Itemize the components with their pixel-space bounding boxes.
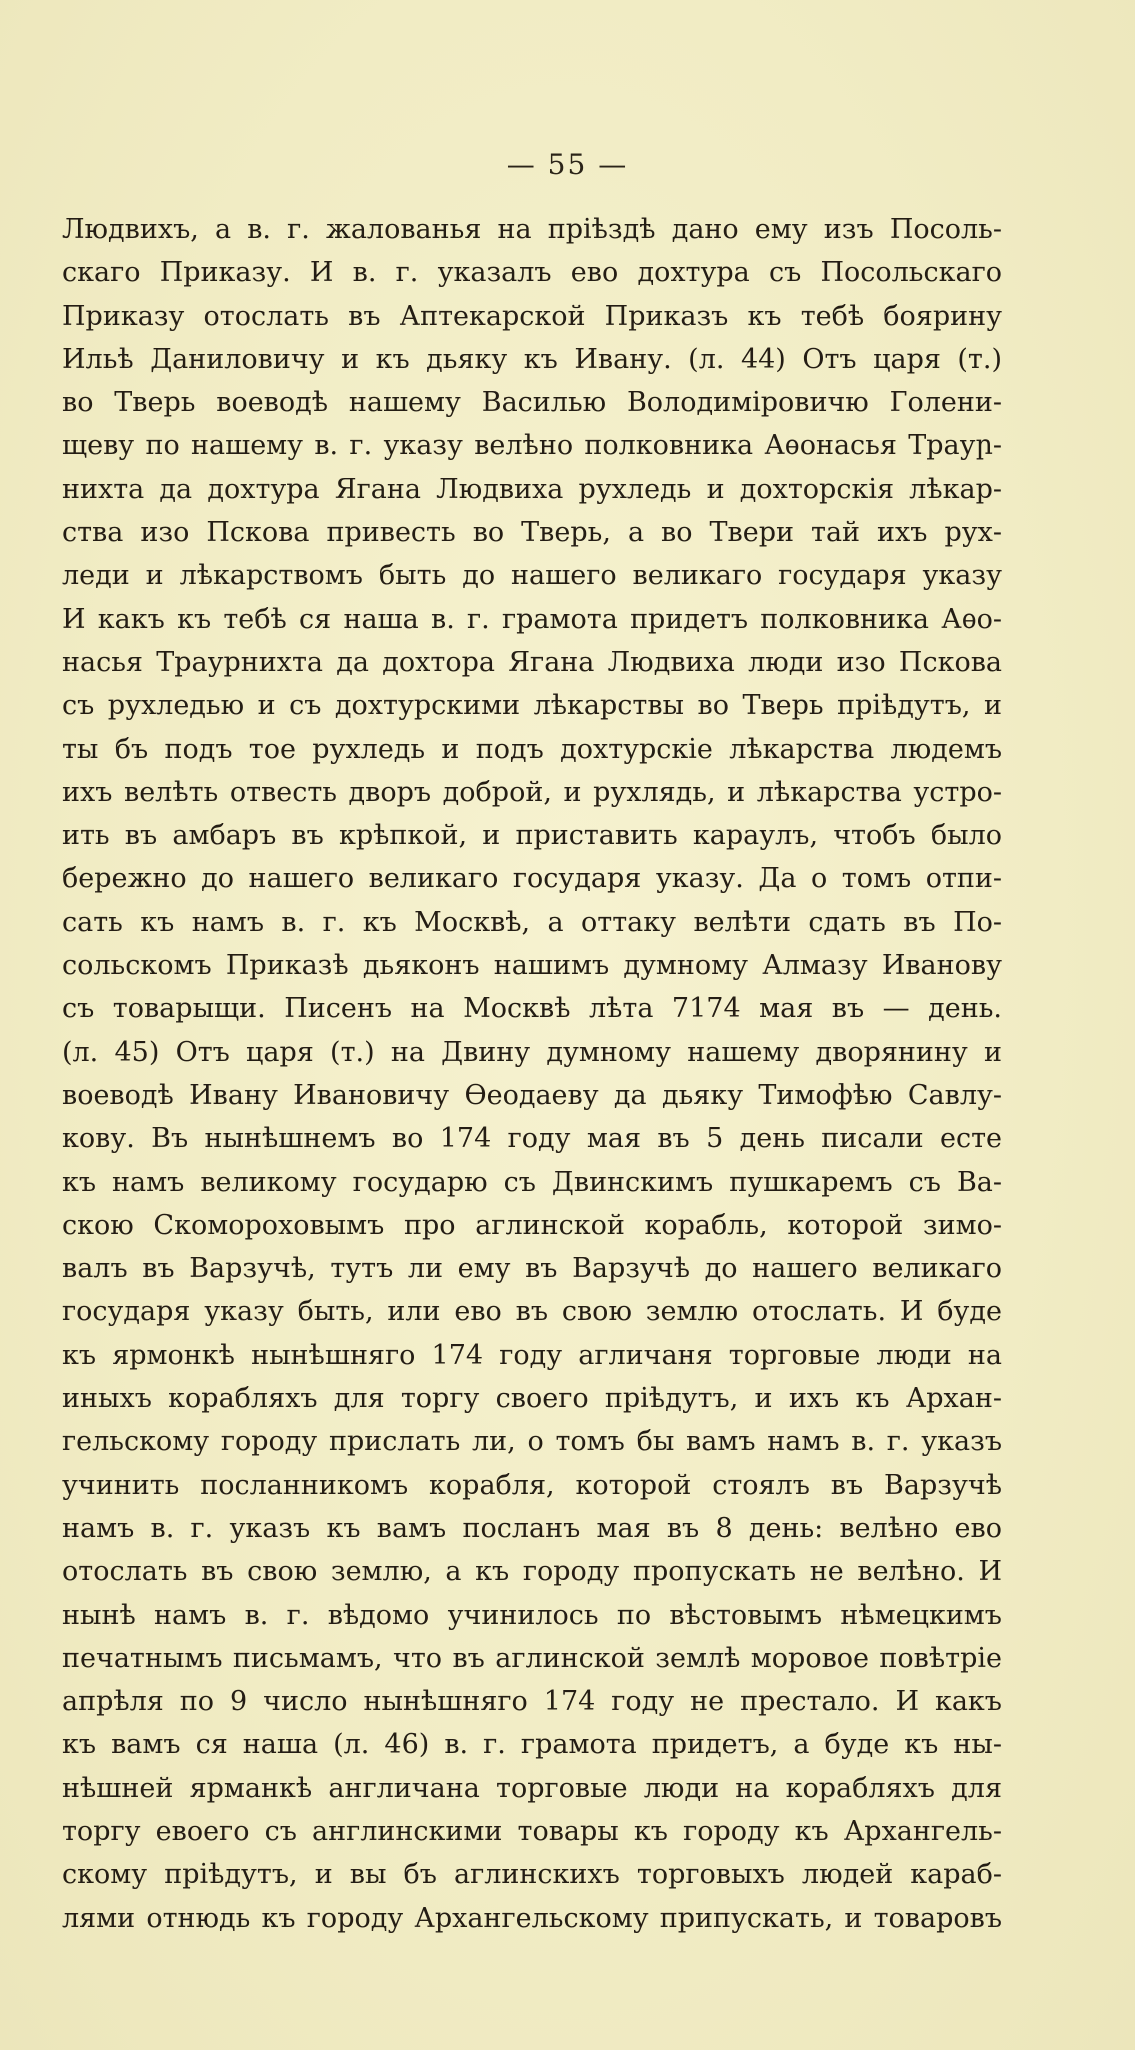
text-line: (л. 45) Отъ царя (т.) на Двину думному нашему дворянину и xyxy=(62,1036,1002,1068)
text-line: кову. Въ нынѣшнемъ во 174 году мая въ 5 день писали есте xyxy=(62,1123,1002,1155)
text-line: щеву по нашему в. г. указу велѣно полковника Аѳонасья Трауր- xyxy=(62,430,1002,462)
text-line: ты бъ подъ тое рухледь и подъ дохтурскіе лѣкарства людемъ xyxy=(62,733,1002,765)
text-line: валъ въ Варзучѣ, тутъ ли ему въ Варзучѣ до нашего великаго xyxy=(62,1253,1002,1285)
text-line: Людвихъ, а в. г. жалованья на пріѣздѣ дано ему изъ Посоль- xyxy=(62,214,1002,245)
text-line: сать къ намъ в. г. къ Москвѣ, а оттаку велѣти сдать въ По- xyxy=(62,906,1002,938)
text-line: скою Скомороховымъ про аглинской корабль, которой зимо- xyxy=(62,1209,1002,1241)
text-line: во Тверь воеводѣ нашему Василью Володиміровичю Голени- xyxy=(62,387,1002,419)
text-line: къ вамъ ся наша (л. 46) в. г. грамота придетъ, а буде къ ны- xyxy=(62,1729,1002,1761)
text-line: отослать въ свою землю, а къ городу пропускать не велѣно. И xyxy=(62,1556,1002,1588)
text-line: къ намъ великому государю съ Двинскимъ пушкаремъ съ Ва- xyxy=(62,1166,1002,1198)
text-line: печатнымъ письмамъ, что въ аглинской землѣ моровое повѣтріе xyxy=(62,1642,1002,1674)
text-line: насья Траурнихта да дохтора Ягана Людвиха люди изо Пскова xyxy=(62,646,1002,678)
text-line: бережно до нашего великаго государя указу. Да о томъ отпи- xyxy=(62,863,1002,895)
text-line: гельскому городу прислать ли, о томъ бы вамъ намъ в. г. указъ xyxy=(62,1426,1002,1458)
text-line: И какъ къ тебѣ ся наша в. г. грамота придетъ полковника Аѳо- xyxy=(62,603,1002,635)
text-line: иныхъ корабляхъ для торгу своего пріѣдутъ, и ихъ къ Архан- xyxy=(62,1383,1002,1415)
text-line: ить въ амбаръ въ крѣпкой, и приставить караулъ, чтобъ было xyxy=(62,820,1002,852)
text-line: скому пріѣдутъ, и вы бъ аглинскихъ торговыхъ людей караб- xyxy=(62,1859,1002,1891)
text-line: ства изо Пскова привесть во Тверь, а во Твери тай ихъ рух- xyxy=(62,517,1002,549)
text-line: нынѣ намъ в. г. вѣдомо учинилось по вѣстовымъ нѣмецкимъ xyxy=(62,1599,1002,1631)
text-line: Приказу отослать въ Аптекарской Приказъ къ тебѣ боярину xyxy=(62,300,1002,332)
page-number: — 55 — xyxy=(506,148,629,181)
text-line: леди и лѣкарствомъ быть до нашего великаго государя указу xyxy=(62,560,1002,592)
text-line: нихта да дохтура Ягана Людвиха рухледь и дохторскія лѣкар- xyxy=(62,473,1002,505)
text-line: къ ярмонкѣ нынѣшняго 174 году агличаня торговые люди на xyxy=(62,1339,1002,1371)
text-line: Ильѣ Даниловичу и къ дьяку къ Ивану. (л. 44) Отъ царя (т.) xyxy=(62,343,1002,375)
text-line: торгу евоего съ англинскими товары къ городу къ Архангель- xyxy=(62,1815,1002,1847)
text-line: воеводѣ Ивану Ивановичу Ѳеодаеву да дьяку Тимофѣю Савлу- xyxy=(62,1079,1002,1111)
text-line: съ рухледью и съ дохтурскими лѣкарствы во Тверь пріѣдутъ, и xyxy=(62,690,1002,722)
text-line: съ товарыщи. Писенъ на Москвѣ лѣта 7174 мая въ — день. xyxy=(62,993,1002,1025)
text-line: ихъ велѣть отвесть дворъ доброй, и рухлядь, и лѣкарства устро- xyxy=(62,776,1002,808)
text-line: скаго Приказу. И в. г. указалъ ево дохтура съ Посольскаго xyxy=(62,257,1002,289)
text-line: государя указу быть, или ево въ свою землю отослать. И буде xyxy=(62,1296,1002,1328)
text-line: лями отнюдь къ городу Архангельскому припускать, и товаровъ xyxy=(62,1902,1002,1934)
text-line: намъ в. г. указъ къ вамъ посланъ мая въ 8 день: велѣно ево xyxy=(62,1512,1002,1544)
body-text xyxy=(62,208,1002,1940)
text-line: нѣшней ярманкѣ англичана торговые люди на корабляхъ для xyxy=(62,1772,1002,1804)
text-line: апрѣля по 9 число нынѣшняго 174 году не престало. И какъ xyxy=(62,1686,1002,1718)
text-line: учинить посланникомъ корабля, которой стоялъ въ Варзучѣ xyxy=(62,1469,1002,1501)
text-line: сольскомъ Приказѣ дьяконъ нашимъ думному Алмазу Иванову xyxy=(62,950,1002,982)
